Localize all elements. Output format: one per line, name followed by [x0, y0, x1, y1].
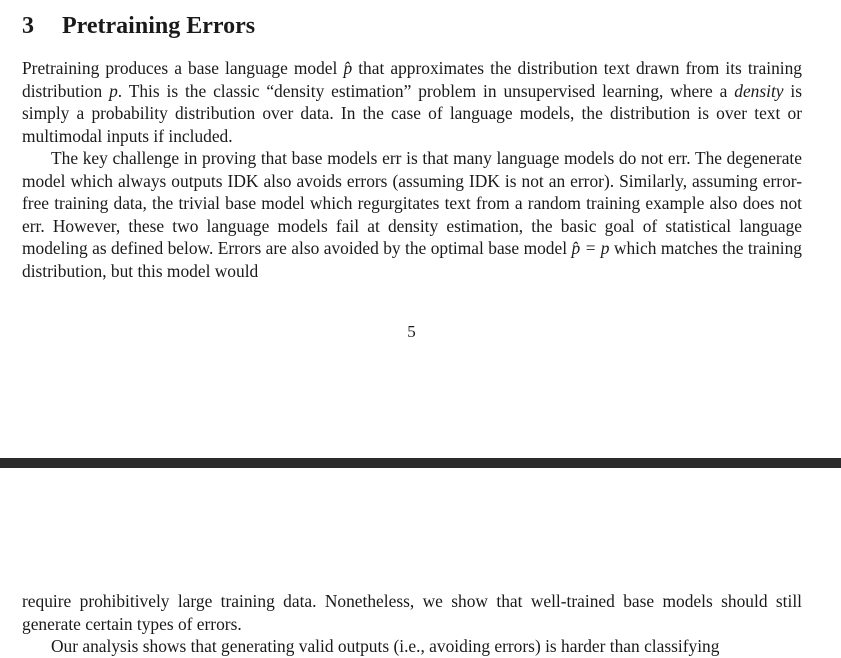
paragraph-1-text-a: Pretraining produces a base language model	[22, 58, 344, 78]
page-number: 5	[407, 322, 416, 341]
paragraph-2	[22, 147, 802, 283]
emphasis-density: density	[734, 80, 784, 101]
paragraph-1-text-d: is simply a probability distribution over data. In the case of language models, the distribution is over text or multimodal inputs if included.	[22, 80, 802, 146]
page-divider	[0, 458, 841, 468]
paragraph-2-text-b: which matches the training distribution, but this model would	[22, 238, 802, 281]
math-p-hat-equals-p: p̂ = p	[571, 238, 610, 259]
paragraph-3	[22, 590, 802, 635]
paragraph-2-text-a: The key challenge in proving that base models err is that many language models do not err. The degenerate model which always outputs IDK also avoids errors (assuming IDK is not an error). Similarly, assuming error-free training data, the trivial base model which regurgitates text from a random training example also does not err. However, these two language models fail at density estimation, the basic goal of statistical language modeling as defined below. Errors are also avoided by the optimal base model	[22, 148, 802, 259]
math-p: p	[109, 80, 118, 101]
paragraph-1-text-b: that approximates the distribution text drawn from its training distribution	[22, 58, 802, 101]
section-heading	[22, 10, 255, 42]
section-number: 3	[22, 13, 34, 39]
paragraph-3-text: require prohibitively large training data. Nonetheless, we show that well-trained base models should still generate certain types of errors.	[22, 591, 802, 634]
paragraph-1-text-c: . This is the classic “density estimation” problem in unsupervised learning, where a	[117, 80, 735, 101]
paragraph-1	[22, 57, 802, 147]
section-title: Pretraining Errors	[62, 13, 256, 39]
math-p-hat: p̂	[343, 58, 353, 78]
paragraph-4-text: Our analysis shows that generating valid outputs (i.e., avoiding errors) is harder than classifying	[51, 636, 720, 656]
paragraph-4	[22, 635, 802, 658]
